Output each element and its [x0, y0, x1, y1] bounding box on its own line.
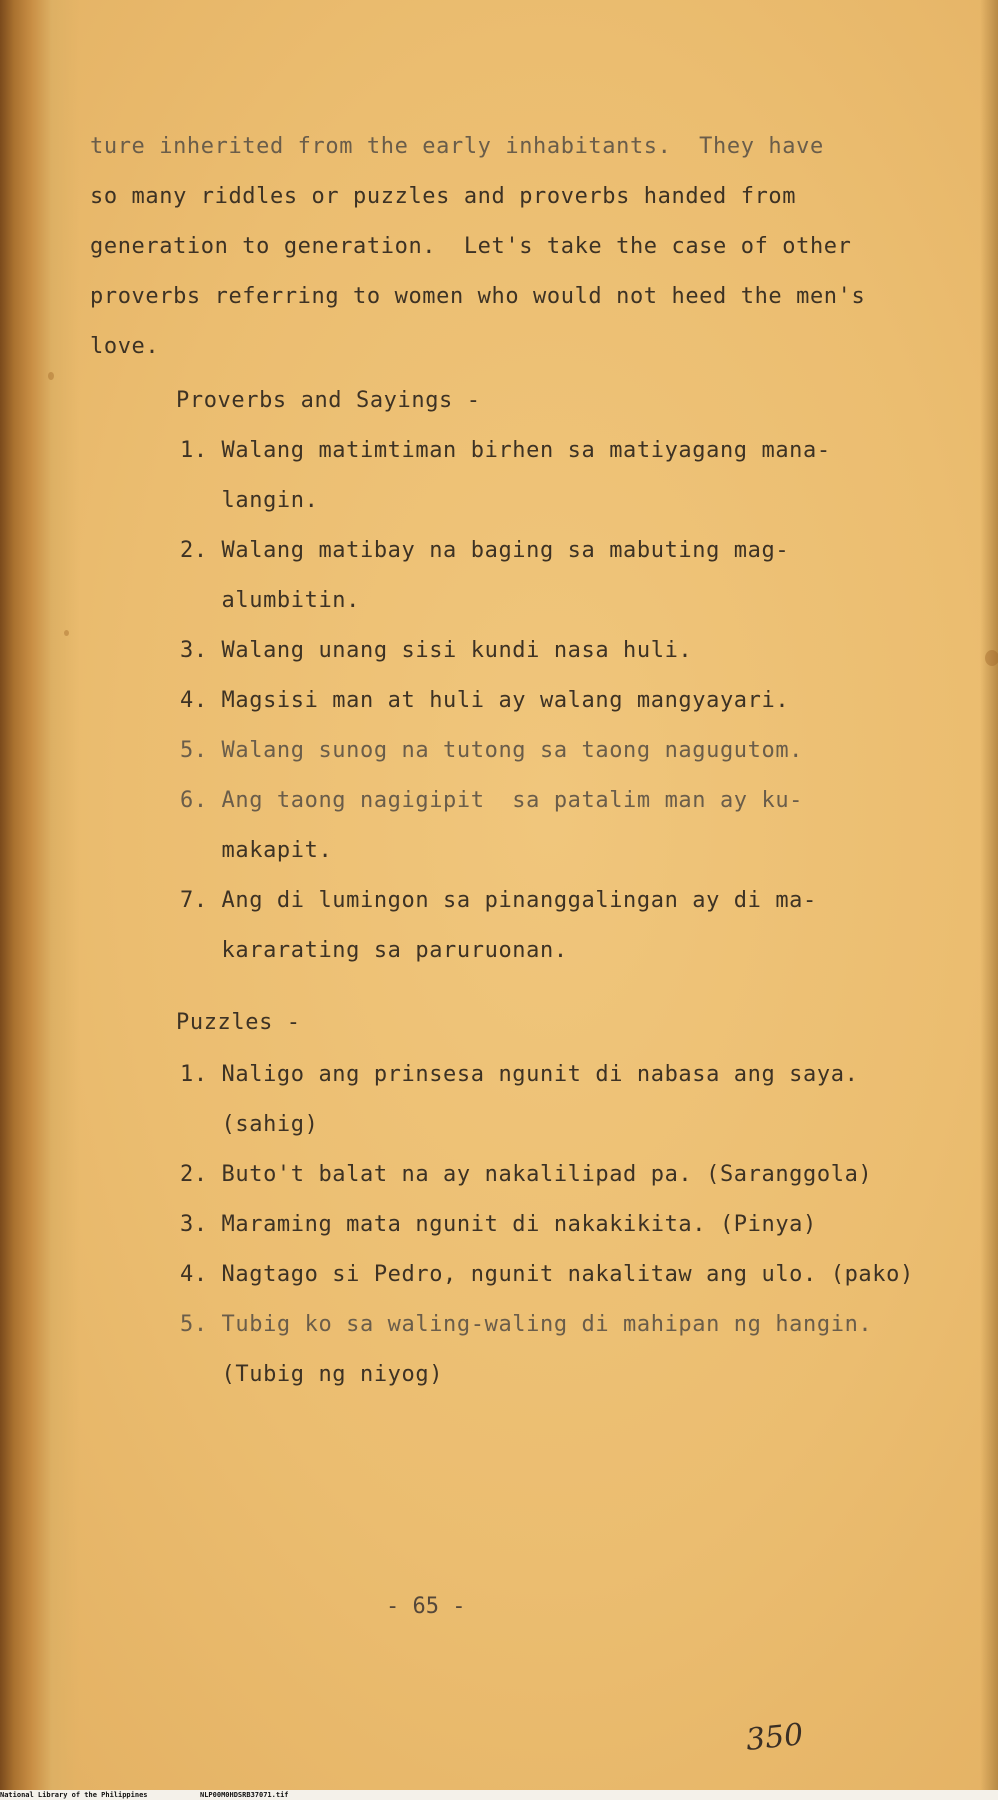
paper-stain	[64, 630, 69, 636]
intro-line: ture inherited from the early inhabitants. They have	[90, 134, 824, 159]
puzzle-item: 1. Naligo ang prinsesa ngunit di nabasa ang saya.	[180, 1062, 859, 1087]
proverb-item: 6. Ang taong nagigipit sa patalim man ay ku-	[180, 788, 804, 813]
paper-stain	[48, 372, 54, 380]
page-number: - 65 -	[386, 1594, 466, 1619]
puzzle-item-continued: (Tubig ng niyog)	[180, 1362, 444, 1387]
puzzles-heading: Puzzles -	[176, 1010, 301, 1035]
puzzle-item: 2. Buto't balat na ay nakalilipad pa. (Saranggola)	[180, 1162, 873, 1187]
intro-line: generation to generation. Let's take the case of other	[90, 234, 852, 259]
proverb-item-continued: alumbitin.	[180, 588, 360, 613]
proverb-item: 7. Ang di lumingon sa pinanggalingan ay di ma-	[180, 888, 817, 913]
puzzle-item: 5. Tubig ko sa waling-waling di mahipan ng hangin.	[180, 1312, 873, 1337]
proverb-item-continued: langin.	[180, 488, 319, 513]
proverbs-heading: Proverbs and Sayings -	[176, 388, 481, 413]
proverb-item: 4. Magsisi man at huli ay walang mangyayari.	[180, 688, 790, 713]
puzzle-item-continued: (sahig)	[180, 1112, 319, 1137]
footer-file-name: NLP00M0HDSRB37071.tif	[200, 1791, 289, 1799]
paper-stain	[985, 650, 998, 666]
intro-line: proverbs referring to women who would not heed the men's	[90, 284, 866, 309]
proverb-item: 5. Walang sunog na tutong sa taong nagugutom.	[180, 738, 804, 763]
proverb-item-continued: makapit.	[180, 838, 333, 863]
proverb-item: 3. Walang unang sisi kundi nasa huli.	[180, 638, 693, 663]
proverb-item: 2. Walang matibay na baging sa mabuting mag-	[180, 538, 790, 563]
proverb-item: 1. Walang matimtiman birhen sa matiyagang mana-	[180, 438, 831, 463]
scan-footer	[0, 1790, 998, 1800]
puzzle-item: 3. Maraming mata ngunit di nakakikita. (Pinya)	[180, 1212, 817, 1237]
puzzle-item: 4. Nagtago si Pedro, ngunit nakalitaw ang ulo. (pako)	[180, 1262, 914, 1287]
handwritten-annotation: 350	[744, 1717, 805, 1758]
proverb-item-continued: kararating sa paruruonan.	[180, 938, 568, 963]
intro-line: love.	[90, 334, 160, 359]
intro-line: so many riddles or puzzles and proverbs handed from	[90, 184, 797, 209]
footer-library-name: National Library of the Philippines	[0, 1791, 148, 1799]
